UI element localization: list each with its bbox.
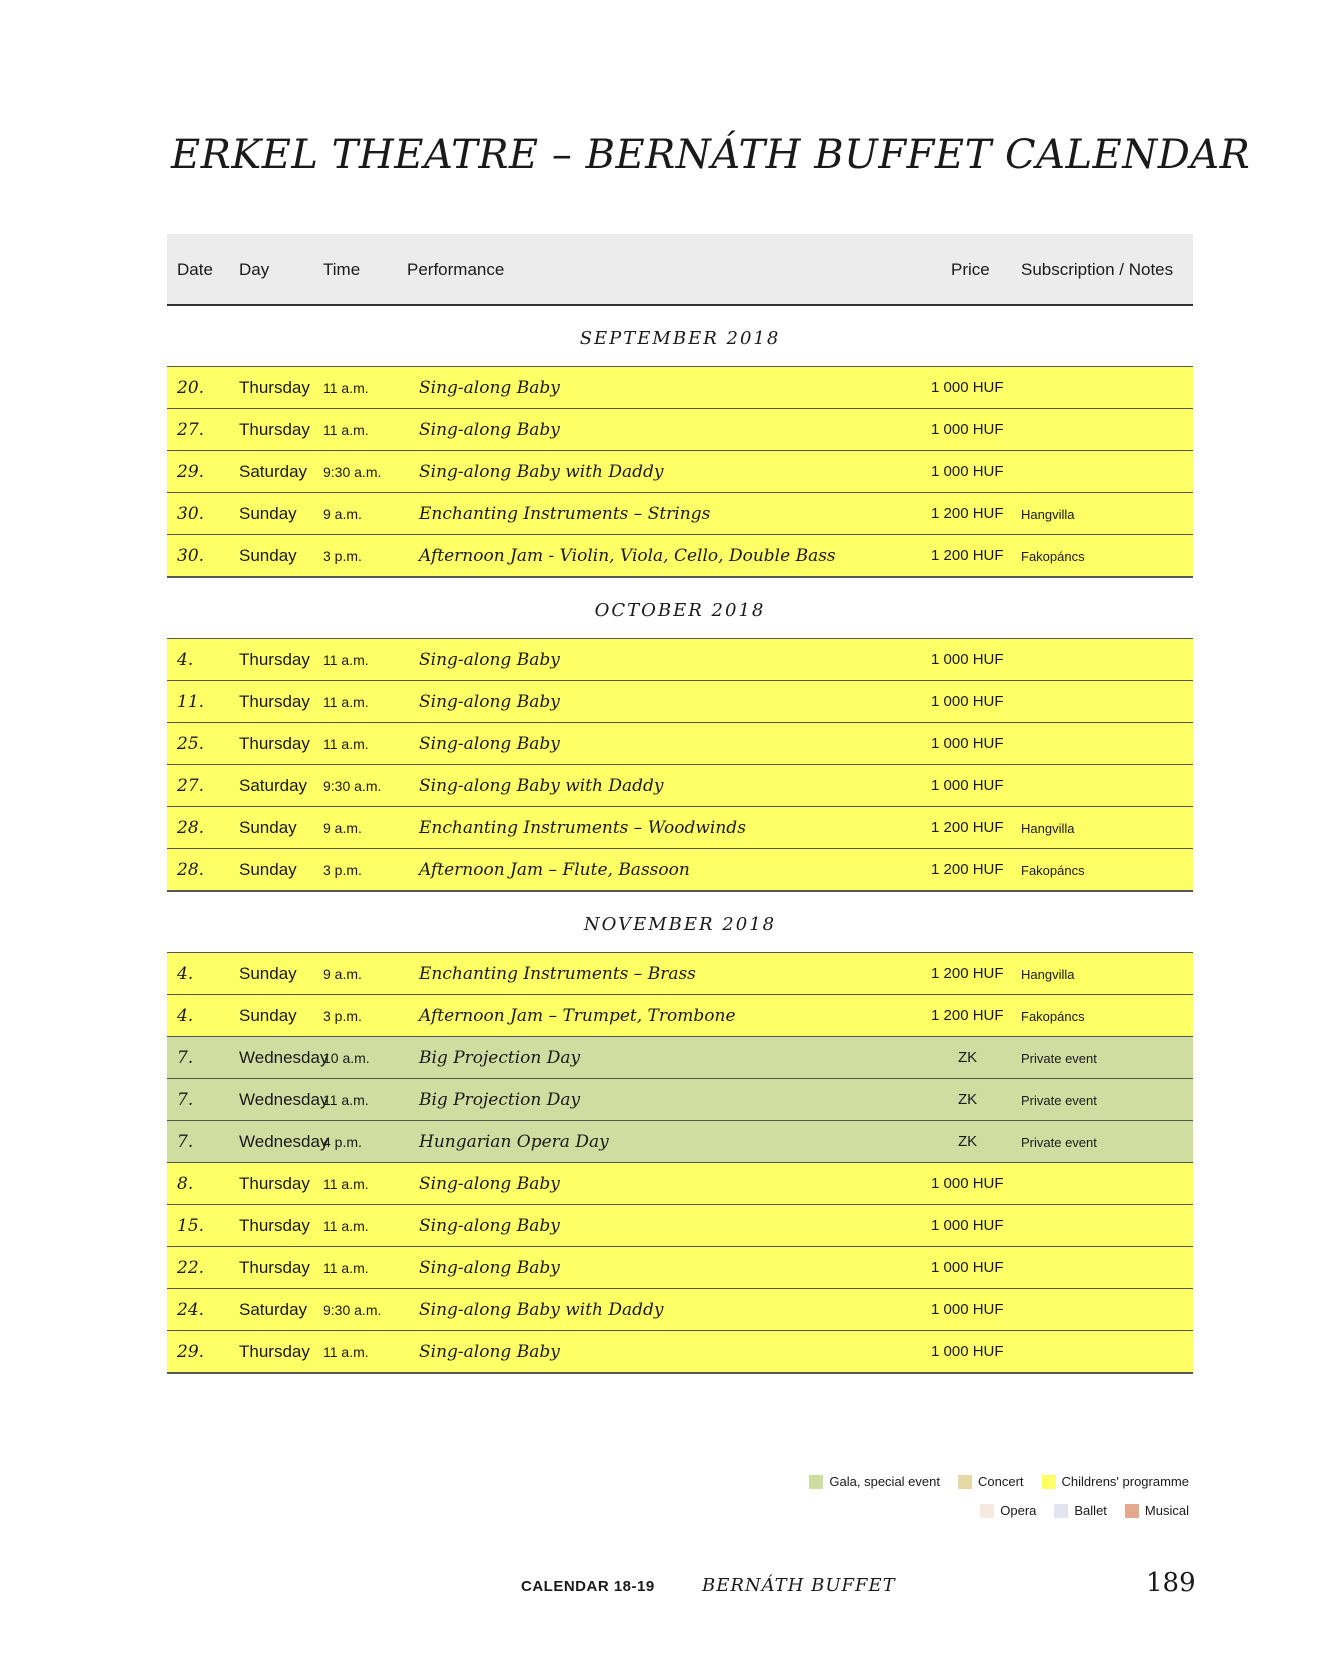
legend-gala <box>809 1474 940 1489</box>
event-time: 9 a.m. <box>323 966 362 982</box>
month-label: OCTOBER 2018 <box>594 600 766 621</box>
event-day: Thursday <box>239 1174 310 1193</box>
event-day: Sunday <box>239 504 297 523</box>
event-day: Sunday <box>239 964 297 983</box>
event-price: 1 000 HUF <box>931 777 1004 794</box>
table-row <box>167 366 1193 408</box>
legend-childrens-swatch <box>1042 1475 1056 1489</box>
event-performance: Enchanting Instruments – Strings <box>419 504 711 524</box>
event-price: 1 200 HUF <box>931 505 1004 522</box>
event-price: 1 000 HUF <box>931 651 1004 668</box>
legend-gala-swatch <box>809 1475 823 1489</box>
event-time: 10 a.m. <box>323 1050 370 1066</box>
month-heading <box>167 578 1193 638</box>
footer-section-label: CALENDAR 18-19 <box>521 1578 655 1595</box>
event-performance: Sing-along Baby <box>419 692 560 712</box>
event-day: Thursday <box>239 650 310 669</box>
header-performance: Performance <box>407 260 505 279</box>
event-day: Thursday <box>239 1342 310 1361</box>
calendar-table <box>167 234 1193 1374</box>
event-time: 3 p.m. <box>323 862 362 878</box>
event-performance: Big Projection Day <box>419 1048 581 1068</box>
legend-gala-label: Gala, special event <box>829 1474 940 1489</box>
event-time: 11 a.m. <box>323 422 369 438</box>
event-date: 30. <box>177 546 205 566</box>
event-day: Thursday <box>239 734 310 753</box>
event-date: 7. <box>177 1090 194 1110</box>
table-row <box>167 492 1193 534</box>
event-day: Sunday <box>239 1006 297 1025</box>
event-price: 1 000 HUF <box>931 735 1004 752</box>
table-row <box>167 1330 1193 1373</box>
month-rows <box>167 952 1193 1374</box>
event-day: Saturday <box>239 1300 308 1319</box>
event-time: 11 a.m. <box>323 652 369 668</box>
event-note: Fakopáncs <box>1021 1009 1085 1024</box>
event-price: 1 000 HUF <box>931 463 1004 480</box>
event-date: 15. <box>177 1216 205 1236</box>
footer-publication-name: BERNÁTH BUFFET <box>702 1575 896 1596</box>
event-time: 9 a.m. <box>323 820 362 836</box>
table-row <box>167 806 1193 848</box>
event-day: Sunday <box>239 860 297 879</box>
event-performance: Sing-along Baby <box>419 1342 560 1362</box>
legend-concert <box>958 1474 1024 1489</box>
table-header <box>167 234 1193 306</box>
event-date: 4. <box>177 650 194 670</box>
event-performance: Afternoon Jam – Flute, Bassoon <box>419 860 690 880</box>
event-note: Hangvilla <box>1021 821 1075 836</box>
event-date: 7. <box>177 1048 194 1068</box>
months-container <box>167 306 1193 1374</box>
event-performance: Enchanting Instruments – Brass <box>419 964 696 984</box>
event-date: 25. <box>177 734 205 754</box>
event-time: 9 a.m. <box>323 506 362 522</box>
legend-concert-swatch <box>958 1475 972 1489</box>
legend-musical <box>1125 1503 1189 1518</box>
event-note: Hangvilla <box>1021 967 1075 982</box>
event-performance: Sing-along Baby with Daddy <box>419 1300 664 1320</box>
event-price: 1 200 HUF <box>931 547 1004 564</box>
table-row <box>167 534 1193 577</box>
table-row <box>167 848 1193 891</box>
header-price: Price <box>951 260 990 279</box>
legend-concert-label: Concert <box>977 1474 1024 1489</box>
event-date: 4. <box>177 1006 194 1026</box>
event-price: 1 000 HUF <box>931 1301 1004 1318</box>
event-performance: Afternoon Jam – Trumpet, Trombone <box>419 1006 736 1026</box>
legend-musical-label: Musical <box>1144 1503 1189 1518</box>
event-performance: Sing-along Baby <box>419 1216 560 1236</box>
event-time: 9:30 a.m. <box>323 1302 382 1318</box>
event-performance: Enchanting Instruments – Woodwinds <box>419 818 746 838</box>
legend-childrens <box>1042 1474 1189 1489</box>
event-day: Wednesday <box>239 1048 329 1067</box>
event-price: 1 000 HUF <box>931 1343 1004 1360</box>
month-label: NOVEMBER 2018 <box>583 914 777 935</box>
event-date: 29. <box>177 462 205 482</box>
event-note: Fakopáncs <box>1021 549 1085 564</box>
header-date: Date <box>177 260 213 279</box>
table-row <box>167 764 1193 806</box>
legend-row-1 <box>809 1474 1189 1489</box>
event-note: Hangvilla <box>1021 507 1075 522</box>
event-price: ZK <box>958 1133 978 1150</box>
event-date: 7. <box>177 1132 194 1152</box>
legend-ballet-label: Ballet <box>1074 1503 1107 1518</box>
event-time: 11 a.m. <box>323 1344 369 1360</box>
event-day: Wednesday <box>239 1132 329 1151</box>
header-notes: Subscription / Notes <box>1021 260 1174 279</box>
event-time: 11 a.m. <box>323 380 369 396</box>
event-time: 9:30 a.m. <box>323 464 382 480</box>
event-performance: Sing-along Baby <box>419 1174 560 1194</box>
event-note: Fakopáncs <box>1021 863 1085 878</box>
table-row <box>167 722 1193 764</box>
event-price: 1 200 HUF <box>931 965 1004 982</box>
legend-row-2 <box>980 1503 1189 1518</box>
event-day: Sunday <box>239 818 297 837</box>
table-row <box>167 1036 1193 1078</box>
event-price: 1 000 HUF <box>931 1259 1004 1276</box>
legend-childrens-label: Childrens' programme <box>1061 1474 1189 1489</box>
event-price: 1 200 HUF <box>931 819 1004 836</box>
event-date: 28. <box>177 860 205 880</box>
event-date: 20. <box>177 378 205 398</box>
month-rows <box>167 366 1193 578</box>
event-price: 1 000 HUF <box>931 693 1004 710</box>
event-date: 27. <box>177 776 205 796</box>
table-row <box>167 1078 1193 1120</box>
event-time: 11 a.m. <box>323 1176 369 1192</box>
event-date: 8. <box>177 1174 194 1194</box>
event-performance: Hungarian Opera Day <box>419 1132 609 1152</box>
event-note: Private event <box>1021 1051 1097 1066</box>
event-time: 11 a.m. <box>323 1218 369 1234</box>
event-date: 11. <box>177 692 205 712</box>
event-date: 30. <box>177 504 205 524</box>
event-performance: Sing-along Baby <box>419 1258 560 1278</box>
event-date: 29. <box>177 1342 205 1362</box>
event-price: 1 000 HUF <box>931 1175 1004 1192</box>
event-price: 1 000 HUF <box>931 379 1004 396</box>
month-label: SEPTEMBER 2018 <box>579 328 781 349</box>
legend-musical-swatch <box>1125 1504 1139 1518</box>
table-row <box>167 1246 1193 1288</box>
table-row <box>167 1162 1193 1204</box>
event-time: 3 p.m. <box>323 548 362 564</box>
event-day: Thursday <box>239 692 310 711</box>
event-performance: Sing-along Baby with Daddy <box>419 776 664 796</box>
event-time: 9:30 a.m. <box>323 778 382 794</box>
table-row <box>167 450 1193 492</box>
table-row <box>167 638 1193 680</box>
event-note: Private event <box>1021 1135 1097 1150</box>
header-time: Time <box>323 260 361 279</box>
event-price: 1 200 HUF <box>931 1007 1004 1024</box>
event-time: 11 a.m. <box>323 736 369 752</box>
event-time: 11 a.m. <box>323 1260 369 1276</box>
event-performance: Sing-along Baby <box>419 734 560 754</box>
event-time: 11 a.m. <box>323 694 369 710</box>
event-day: Thursday <box>239 1216 310 1235</box>
event-date: 27. <box>177 420 205 440</box>
event-day: Thursday <box>239 420 310 439</box>
event-time: 3 p.m. <box>323 1008 362 1024</box>
event-date: 24. <box>177 1300 205 1320</box>
event-day: Sunday <box>239 546 297 565</box>
event-performance: Big Projection Day <box>419 1090 581 1110</box>
event-day: Thursday <box>239 1258 310 1277</box>
table-row <box>167 680 1193 722</box>
event-performance: Sing-along Baby <box>419 378 560 398</box>
event-time: 4 p.m. <box>323 1134 362 1150</box>
table-row <box>167 1120 1193 1162</box>
month-heading <box>167 306 1193 366</box>
legend-opera-label: Opera <box>1000 1503 1037 1518</box>
legend-ballet-swatch <box>1054 1504 1068 1518</box>
legend-opera <box>980 1503 1036 1518</box>
page-title: ERKEL THEATRE – BERNÁTH BUFFET CALENDAR <box>171 132 1251 178</box>
event-time: 11 a.m. <box>323 1092 369 1108</box>
event-price: 1 000 HUF <box>931 421 1004 438</box>
event-date: 28. <box>177 818 205 838</box>
event-date: 4. <box>177 964 194 984</box>
legend-ballet <box>1054 1503 1107 1518</box>
event-day: Saturday <box>239 462 308 481</box>
header-day: Day <box>239 260 270 279</box>
event-day: Thursday <box>239 378 310 397</box>
event-price: 1 000 HUF <box>931 1217 1004 1234</box>
table-row <box>167 994 1193 1036</box>
event-performance: Sing-along Baby with Daddy <box>419 462 664 482</box>
month-heading <box>167 892 1193 952</box>
event-note: Private event <box>1021 1093 1097 1108</box>
table-row <box>167 408 1193 450</box>
table-row <box>167 952 1193 994</box>
page-number: 189 <box>1146 1568 1196 1598</box>
table-row <box>167 1204 1193 1246</box>
table-row <box>167 1288 1193 1330</box>
event-price: ZK <box>958 1049 978 1066</box>
event-price: ZK <box>958 1091 978 1108</box>
month-rows <box>167 638 1193 892</box>
legend-opera-swatch <box>980 1504 994 1518</box>
event-day: Wednesday <box>239 1090 329 1109</box>
event-performance: Sing-along Baby <box>419 420 560 440</box>
event-day: Saturday <box>239 776 308 795</box>
event-date: 22. <box>177 1258 205 1278</box>
event-performance: Afternoon Jam - Violin, Viola, Cello, Double Bass <box>419 546 836 566</box>
event-price: 1 200 HUF <box>931 861 1004 878</box>
event-performance: Sing-along Baby <box>419 650 560 670</box>
